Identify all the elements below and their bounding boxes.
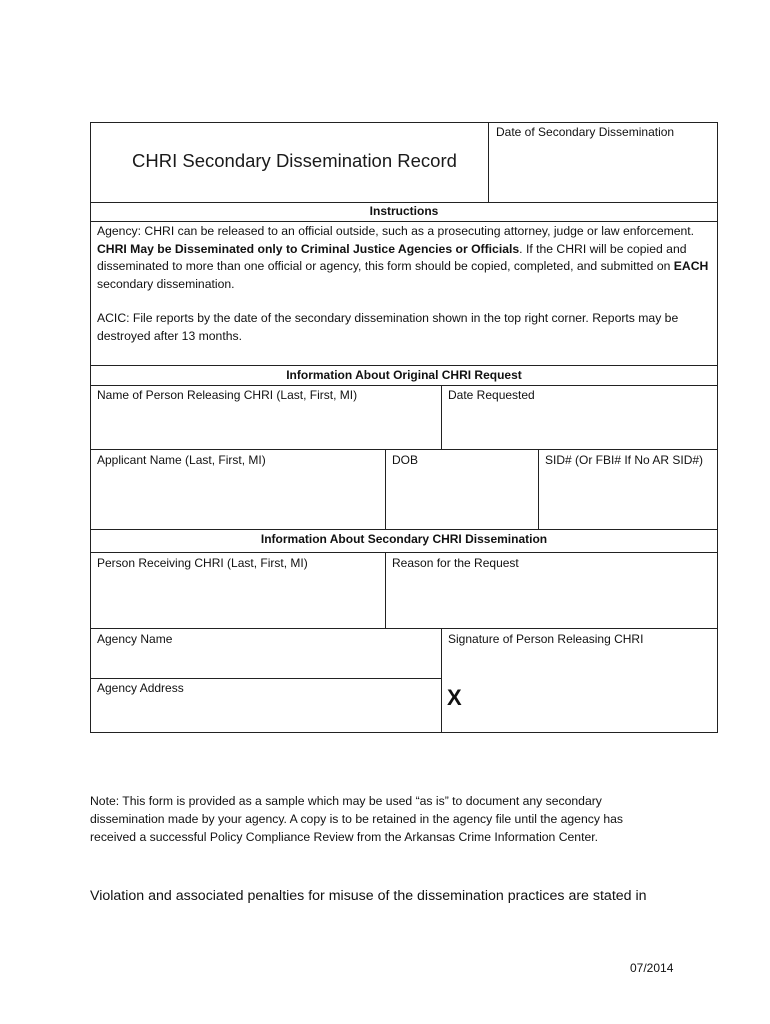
agency-name-label: Agency Name (97, 632, 173, 646)
violation-text: Violation and associated penalties for misuse of the dissemination practices are stated in (90, 888, 647, 904)
dob-field[interactable] (387, 470, 536, 527)
divider (90, 365, 718, 366)
name-releasing-label: Name of Person Releasing CHRI (Last, First, MI) (97, 388, 358, 402)
divider (90, 385, 718, 386)
date-requested-field[interactable] (443, 404, 716, 447)
agency-text-part: . If the CHRI will be copied and disseminated to more than one official or agency, this form should be copied, completed, and submitted on (97, 241, 687, 273)
divider (90, 529, 718, 530)
instructions-heading: Instructions (369, 204, 439, 218)
divider (441, 628, 442, 733)
agency-text-emphasis: CHRI May be Disseminated only to Criminal Justice Agencies or Officials (97, 241, 520, 256)
secondary-heading: Information About Secondary CHRI Dissemination (260, 532, 548, 546)
reason-label: Reason for the Request (392, 556, 519, 570)
agency-text-part: Agency: CHRI can be released to an official outside, such as a prosecuting attorney, judge or law enforcement. (97, 224, 695, 238)
agency-name-field[interactable] (92, 648, 439, 676)
title-divider (488, 122, 489, 202)
person-receiving-field[interactable] (92, 572, 383, 626)
footer-note: Note: This form is provided as a sample which may be used “as is” to document any secondary dissemination made by your agency. A copy is to be retained in the agency file until the agency has received a successful Policy Compliance Review from the Arkansas Crime Information Center. (90, 794, 623, 844)
date-of-dissemination-field[interactable] (490, 142, 716, 200)
dob-label: DOB (392, 453, 419, 467)
sid-label: SID# (Or FBI# If No AR SID#) (545, 453, 704, 467)
divider (441, 385, 442, 449)
divider (90, 628, 718, 629)
applicant-name-field[interactable] (92, 470, 383, 527)
divider (538, 449, 539, 529)
form-title: CHRI Secondary Dissemination Record (132, 150, 457, 171)
applicant-name-label: Applicant Name (Last, First, MI) (97, 453, 266, 467)
divider (90, 202, 718, 203)
instructions-agency-text (97, 223, 711, 293)
divider (90, 449, 718, 450)
person-receiving-label: Person Receiving CHRI (Last, First, MI) (97, 556, 308, 570)
agency-address-field[interactable] (92, 697, 439, 731)
divider (90, 221, 718, 222)
agency-text-each: EACH (673, 259, 709, 273)
divider (385, 552, 386, 628)
date-of-dissemination-label: Date of Secondary Dissemination (496, 125, 675, 139)
original-request-heading: Information About Original CHRI Request (286, 368, 522, 382)
date-requested-label: Date Requested (448, 388, 535, 402)
name-releasing-field[interactable] (92, 404, 439, 447)
reason-field[interactable] (387, 572, 716, 626)
signature-field[interactable] (470, 648, 716, 731)
instructions-acic-text: ACIC: File reports by the date of the secondary dissemination shown in the top right corner. Reports may be destroyed after 13 months. (97, 311, 679, 343)
signature-label: Signature of Person Releasing CHRI (448, 632, 644, 646)
agency-text-part: secondary dissemination. (97, 276, 235, 291)
form-date: 07/2014 (630, 961, 674, 975)
divider (90, 552, 718, 553)
signature-mark: X (447, 685, 462, 710)
agency-address-label: Agency Address (97, 681, 184, 695)
divider (385, 449, 386, 529)
sid-field[interactable] (540, 470, 716, 527)
divider (90, 678, 442, 679)
